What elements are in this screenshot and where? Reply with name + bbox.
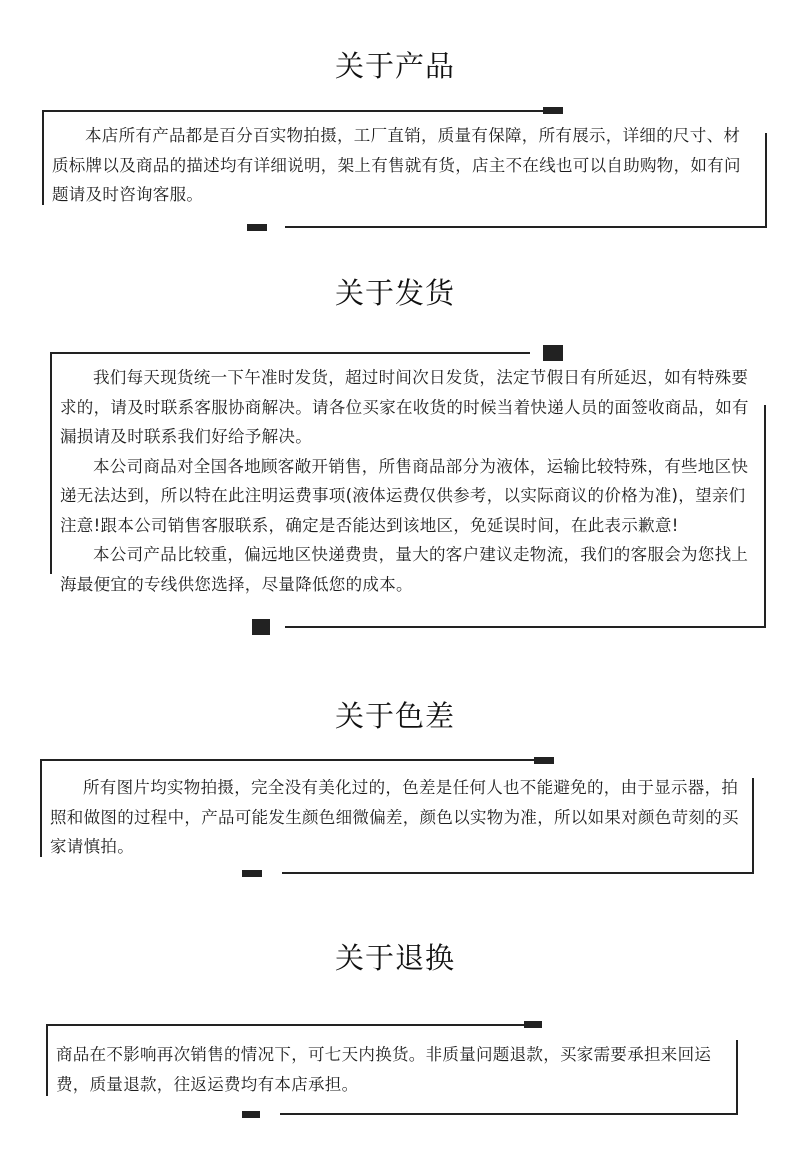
frame-left-line (40, 759, 42, 857)
frame-left-line (46, 1024, 48, 1096)
frame-bottom-line (285, 626, 766, 628)
frame-top-line (40, 759, 534, 761)
frame-bottom-line (282, 872, 754, 874)
section-body-returns (56, 1040, 736, 1099)
frame-top-line (50, 352, 530, 354)
frame-bottom-line (280, 1113, 738, 1115)
section-body-shipping (60, 363, 750, 599)
paragraph: 我们每天现货统一下午准时发货，超过时间次日发货，法定节假日有所延迟，如有特殊要求的，请及时联系客服协商解决。请各位买家在收货的时候当着快递人员的面签收商品，如有漏损请及时联系我们好给予解决。 (60, 368, 749, 446)
frame-top-line (42, 110, 547, 112)
section-title-product: 关于产品 (334, 49, 455, 83)
frame-square-top (524, 1021, 542, 1028)
frame-square-top (543, 345, 563, 361)
frame-square-bottom (242, 870, 262, 877)
section-title-returns: 关于退换 (334, 941, 455, 975)
frame-left-line (50, 352, 52, 574)
frame-square-top (534, 757, 554, 764)
frame-top-line (46, 1024, 526, 1026)
frame-square-bottom (242, 1111, 260, 1118)
section-body-product (52, 121, 752, 210)
frame-right-line (764, 405, 766, 627)
paragraph: 本店所有产品都是百分百实物拍摄，工厂直销，质量有保障，所有展示，详细的尺寸、材质标牌以及商品的描述均有详细说明，架上有售就有货，店主不在线也可以自助购物，如有问题请及时咨询客服。 (52, 126, 741, 204)
paragraph: 本公司商品对全国各地顾客敞开销售，所售商品部分为液体，运输比较特殊，有些地区快递无法达到，所以特在此注明运费事项(液体运费仅供参考，以实际商议的价格为准)，望亲们注意!跟本公司销售客服联系，确定是否能达到该地区，免延误时间，在此表示歉意! (60, 456, 749, 535)
frame-square-top (543, 107, 563, 114)
section-body-color-difference (50, 773, 745, 862)
frame-right-line (765, 133, 767, 228)
paragraph: 本公司产品比较重，偏远地区快递费贵，量大的客户建议走物流，我们的客服会为您找上海最便宜的专线供您选择，尽量降低您的成本。 (60, 545, 749, 594)
frame-right-line (752, 778, 754, 874)
section-title-shipping: 关于发货 (334, 276, 455, 310)
frame-left-line (42, 110, 44, 205)
paragraph: 商品在不影响再次销售的情况下，可七天内换货。非质量问题退款，买家需要承担来回运费，质量退款，往返运费均有本店承担。 (56, 1045, 712, 1094)
frame-right-line (736, 1040, 738, 1115)
frame-bottom-line (285, 226, 767, 228)
frame-square-bottom (247, 224, 267, 231)
paragraph: 所有图片均实物拍摄，完全没有美化过的，色差是任何人也不能避免的，由于显示器，拍照和做图的过程中，产品可能发生颜色细微偏差，颜色以实物为准，所以如果对颜色苛刻的买家请慎拍。 (50, 778, 739, 856)
frame-square-bottom (252, 619, 270, 635)
section-title-color-difference: 关于色差 (334, 699, 455, 733)
